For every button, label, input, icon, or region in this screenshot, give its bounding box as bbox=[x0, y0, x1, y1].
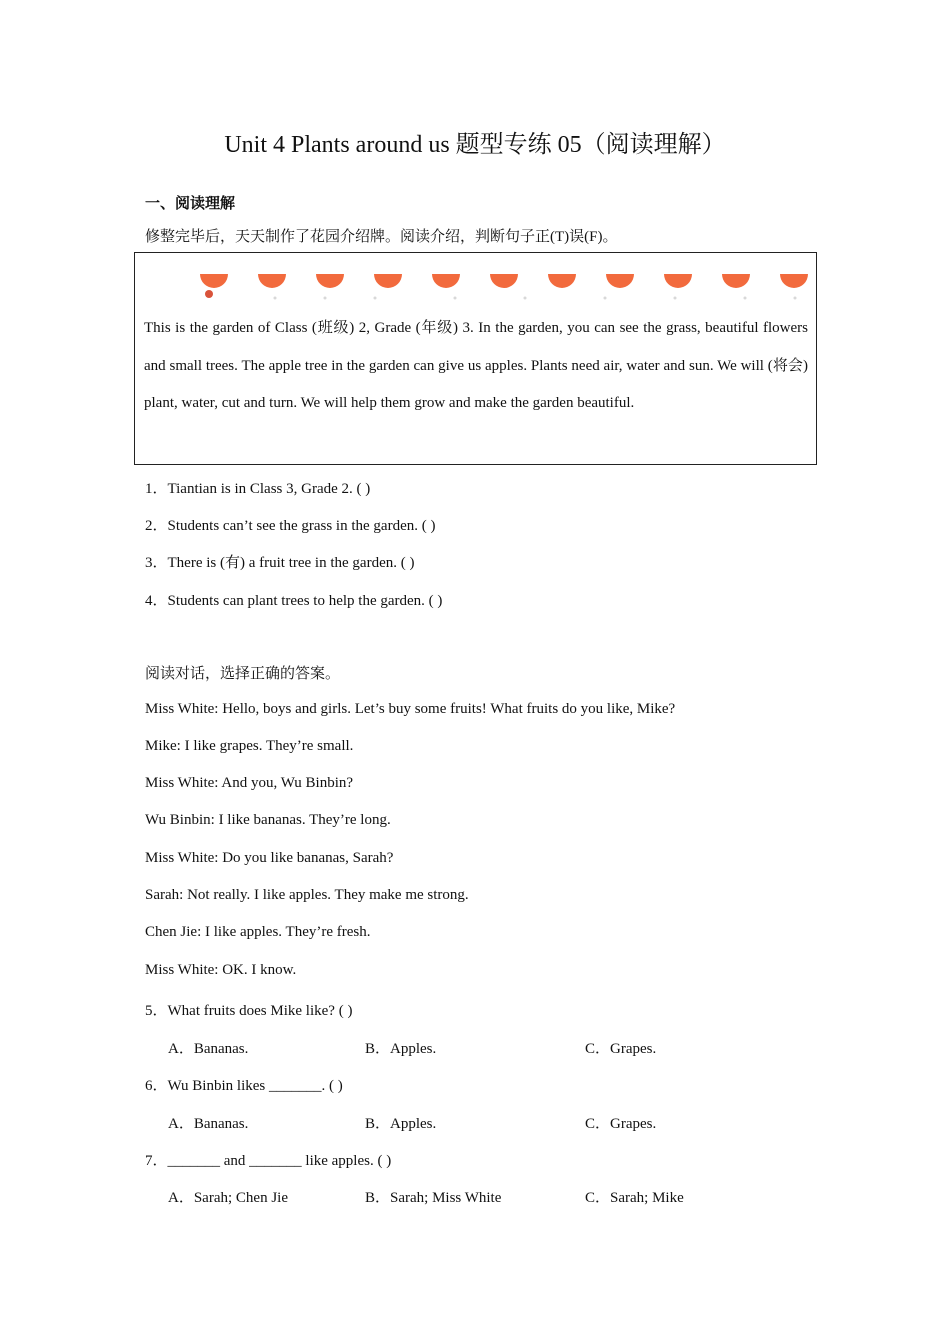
garden-passage: This is the garden of Class (班级) 2, Grade (年级) 3. In the garden, you can see the grass, beautiful flowers and small trees. The apple tree in the garden can give us apples. Plants need air, water and sun. We will (将会) plant, water, cut and turn. We will help them grow and make the garden beautiful. bbox=[144, 320, 808, 411]
option-a: A．Sarah; Chen Jie bbox=[168, 1190, 288, 1206]
option-a: A．Bananas. bbox=[168, 1041, 249, 1057]
question-2: 2．Students can’t see the grass in the garden. ( ) bbox=[145, 518, 436, 534]
section-heading: 一、阅读理解 bbox=[145, 194, 236, 212]
option-b: B．Apples. bbox=[365, 1116, 437, 1132]
dialogue-line: Miss White: And you, Wu Binbin? bbox=[145, 775, 354, 791]
dialogue-line: Miss White: Hello, boys and girls. Let’s buy some fruits! What fruits do you like, Mike? bbox=[145, 701, 676, 717]
question-6: 6．Wu Binbin likes _______. ( ) bbox=[145, 1078, 343, 1094]
dialogue-line: Miss White: OK. I know. bbox=[145, 962, 297, 978]
decorative-border-image bbox=[195, 268, 815, 302]
option-c: C．Grapes. bbox=[585, 1116, 657, 1132]
question-4: 4．Students can plant trees to help the garden. ( ) bbox=[145, 593, 443, 609]
question-5: 5．What fruits does Mike like? ( ) bbox=[145, 1003, 353, 1019]
question-7: 7．_______ and _______ like apples. ( ) bbox=[145, 1153, 392, 1169]
option-c: C．Grapes. bbox=[585, 1041, 657, 1057]
dialogue-line: Mike: I like grapes. They’re small. bbox=[145, 738, 354, 754]
option-c: C．Sarah; Mike bbox=[585, 1190, 684, 1206]
option-b: B．Sarah; Miss White bbox=[365, 1190, 502, 1206]
dialogue-line: Miss White: Do you like bananas, Sarah? bbox=[145, 850, 394, 866]
dialogue-line: Chen Jie: I like apples. They’re fresh. bbox=[145, 924, 371, 940]
option-a: A．Bananas. bbox=[168, 1116, 249, 1132]
page-title: Unit 4 Plants around us 题型专练 05（阅读理解） bbox=[224, 132, 726, 158]
dialogue-line: Sarah: Not really. I like apples. They make me strong. bbox=[145, 887, 469, 903]
option-b: B．Apples. bbox=[365, 1041, 437, 1057]
dialogue-line: Wu Binbin: I like bananas. They’re long. bbox=[145, 812, 391, 828]
question-3: 3．There is (有) a fruit tree in the garden. ( ) bbox=[145, 555, 415, 571]
section-instruction: 修整完毕后，天天制作了花园介绍牌。阅读介绍，判断句子正(T)误(F)。 bbox=[145, 229, 618, 245]
dialogue-instruction: 阅读对话，选择正确的答案。 bbox=[145, 666, 341, 682]
question-1: 1．Tiantian is in Class 3, Grade 2. ( ) bbox=[145, 481, 371, 497]
